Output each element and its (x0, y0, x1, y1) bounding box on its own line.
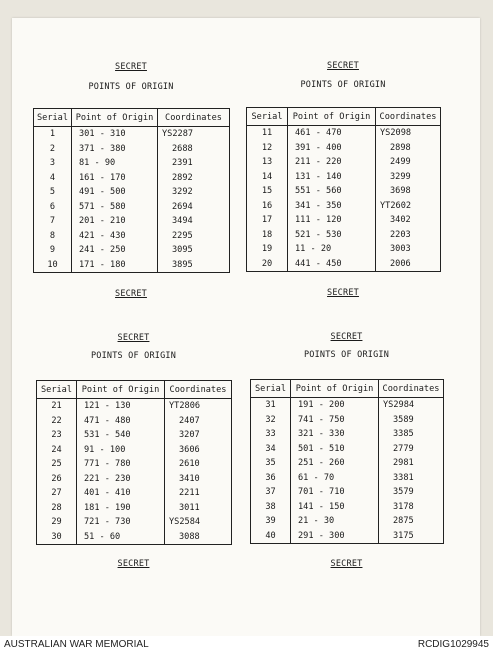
column-header-point-of-origin: Point of Origin (72, 109, 158, 127)
table-row (247, 184, 441, 199)
coordinates-cell: YS2287 (158, 127, 230, 142)
coordinates-cell: 2203 (376, 228, 441, 243)
coordinates-cell: 3003 (376, 242, 441, 257)
points-of-origin-block (36, 328, 231, 578)
serial-cell: 2 (34, 142, 72, 157)
table-row (251, 514, 444, 529)
serial-cell: 23 (37, 428, 77, 443)
serial-cell: 15 (247, 184, 288, 199)
coordinates-cell: 2779 (379, 442, 444, 457)
serial-cell: 21 (37, 399, 77, 414)
point-of-origin-cell: 51 - 60 (77, 530, 165, 545)
coordinates-cell: 2499 (376, 155, 441, 170)
archive-footer (0, 636, 493, 653)
point-of-origin-cell: 391 - 400 (288, 141, 376, 156)
point-of-origin-cell: 531 - 540 (77, 428, 165, 443)
table-row (251, 427, 444, 442)
table-title: POINTS OF ORIGIN (88, 82, 174, 92)
serial-cell: 33 (251, 427, 291, 442)
coordinates-cell: 3178 (379, 500, 444, 515)
table-row (37, 399, 232, 414)
coordinates-cell: 2898 (376, 141, 441, 156)
table-row (247, 155, 441, 170)
table-title: POINTS OF ORIGIN (90, 351, 177, 361)
serial-cell: 29 (37, 515, 77, 530)
table-row (37, 457, 232, 472)
table-row (251, 398, 444, 413)
archive-reference: RCDIG1029945 (417, 639, 489, 650)
points-of-origin-block (33, 58, 229, 308)
column-header-serial: Serial (247, 108, 288, 126)
serial-cell: 27 (37, 486, 77, 501)
table-row (251, 442, 444, 457)
coordinates-cell: 3095 (158, 243, 230, 258)
table-row (247, 213, 441, 228)
points-of-origin-table (246, 107, 441, 272)
security-marking-top: SECRET (115, 62, 147, 72)
points-of-origin-block (250, 328, 443, 578)
serial-cell: 39 (251, 514, 291, 529)
serial-cell: 9 (34, 243, 72, 258)
point-of-origin-cell: 421 - 430 (72, 229, 158, 244)
coordinates-cell: 2006 (376, 257, 441, 272)
coordinates-cell: 3606 (165, 443, 232, 458)
table-row (34, 243, 230, 258)
point-of-origin-cell: 501 - 510 (291, 442, 379, 457)
points-of-origin-table (36, 380, 232, 545)
security-marking-bottom: SECRET (330, 559, 363, 569)
serial-cell: 14 (247, 170, 288, 185)
serial-cell: 30 (37, 530, 77, 545)
column-header-coordinates: Coordinates (376, 108, 441, 126)
table-row (37, 472, 232, 487)
point-of-origin-cell: 321 - 330 (291, 427, 379, 442)
serial-cell: 35 (251, 456, 291, 471)
serial-cell: 34 (251, 442, 291, 457)
point-of-origin-cell: 301 - 310 (72, 127, 158, 142)
serial-cell: 28 (37, 501, 77, 516)
point-of-origin-cell: 441 - 450 (288, 257, 376, 272)
points-of-origin-table (250, 379, 444, 544)
coordinates-cell: 3698 (376, 184, 441, 199)
point-of-origin-cell: 131 - 140 (288, 170, 376, 185)
serial-cell: 20 (247, 257, 288, 272)
point-of-origin-cell: 111 - 120 (288, 213, 376, 228)
table-row (37, 414, 232, 429)
points-of-origin-block (246, 58, 440, 308)
table-row (37, 530, 232, 545)
point-of-origin-cell: 181 - 190 (77, 501, 165, 516)
coordinates-cell: 3088 (165, 530, 232, 545)
coordinates-cell: 3579 (379, 485, 444, 500)
column-header-coordinates: Coordinates (158, 109, 230, 127)
security-marking-bottom: SECRET (327, 288, 359, 298)
coordinates-cell: 2211 (165, 486, 232, 501)
serial-cell: 36 (251, 471, 291, 486)
serial-cell: 38 (251, 500, 291, 515)
point-of-origin-cell: 371 - 380 (72, 142, 158, 157)
serial-cell: 1 (34, 127, 72, 142)
serial-cell: 8 (34, 229, 72, 244)
point-of-origin-cell: 741 - 750 (291, 413, 379, 428)
coordinates-cell: 2694 (158, 200, 230, 215)
coordinates-cell: 2892 (158, 171, 230, 186)
point-of-origin-cell: 291 - 300 (291, 529, 379, 544)
security-marking-bottom: SECRET (117, 559, 150, 569)
point-of-origin-cell: 721 - 730 (77, 515, 165, 530)
coordinates-cell: 3895 (158, 258, 230, 273)
coordinates-cell: 3011 (165, 501, 232, 516)
table-row (251, 500, 444, 515)
table-title: POINTS OF ORIGIN (300, 80, 386, 90)
serial-cell: 16 (247, 199, 288, 214)
column-header-serial: Serial (251, 380, 291, 398)
table-title: POINTS OF ORIGIN (303, 350, 390, 360)
coordinates-cell: YS2098 (376, 126, 441, 141)
point-of-origin-cell: 21 - 30 (291, 514, 379, 529)
serial-cell: 26 (37, 472, 77, 487)
table-row (34, 156, 230, 171)
table-row (34, 258, 230, 273)
table-row (34, 127, 230, 142)
column-header-serial: Serial (37, 381, 77, 399)
coordinates-cell: 3207 (165, 428, 232, 443)
table-row (251, 529, 444, 544)
column-header-coordinates: Coordinates (379, 380, 444, 398)
table-row (251, 471, 444, 486)
point-of-origin-cell: 81 - 90 (72, 156, 158, 171)
serial-cell: 37 (251, 485, 291, 500)
point-of-origin-cell: 221 - 230 (77, 472, 165, 487)
point-of-origin-cell: 251 - 260 (291, 456, 379, 471)
table-row (34, 171, 230, 186)
point-of-origin-cell: 241 - 250 (72, 243, 158, 258)
table-row (37, 515, 232, 530)
column-header-point-of-origin: Point of Origin (77, 381, 165, 399)
coordinates-cell: YT2806 (165, 399, 232, 414)
point-of-origin-cell: 201 - 210 (72, 214, 158, 229)
coordinates-cell: 3410 (165, 472, 232, 487)
table-row (37, 443, 232, 458)
table-row (251, 485, 444, 500)
point-of-origin-cell: 191 - 200 (291, 398, 379, 413)
serial-cell: 5 (34, 185, 72, 200)
coordinates-cell: 3299 (376, 170, 441, 185)
table-row (34, 185, 230, 200)
table-row (247, 170, 441, 185)
table-row (34, 214, 230, 229)
coordinates-cell: 2407 (165, 414, 232, 429)
table-row (247, 141, 441, 156)
table-row (34, 229, 230, 244)
coordinates-cell: 3381 (379, 471, 444, 486)
table-row (247, 126, 441, 141)
serial-cell: 24 (37, 443, 77, 458)
point-of-origin-cell: 491 - 500 (72, 185, 158, 200)
serial-cell: 11 (247, 126, 288, 141)
table-row (247, 228, 441, 243)
point-of-origin-cell: 161 - 170 (72, 171, 158, 186)
coordinates-cell: YS2984 (379, 398, 444, 413)
serial-cell: 12 (247, 141, 288, 156)
security-marking-top: SECRET (330, 332, 363, 342)
point-of-origin-cell: 121 - 130 (77, 399, 165, 414)
archive-source: AUSTRALIAN WAR MEMORIAL (4, 639, 149, 650)
coordinates-cell: 3494 (158, 214, 230, 229)
security-marking-top: SECRET (327, 61, 359, 71)
serial-cell: 22 (37, 414, 77, 429)
table-row (247, 242, 441, 257)
point-of-origin-cell: 471 - 480 (77, 414, 165, 429)
point-of-origin-cell: 771 - 780 (77, 457, 165, 472)
serial-cell: 25 (37, 457, 77, 472)
point-of-origin-cell: 141 - 150 (291, 500, 379, 515)
serial-cell: 19 (247, 242, 288, 257)
serial-cell: 3 (34, 156, 72, 171)
point-of-origin-cell: 521 - 530 (288, 228, 376, 243)
table-row (251, 413, 444, 428)
serial-cell: 31 (251, 398, 291, 413)
point-of-origin-cell: 171 - 180 (72, 258, 158, 273)
serial-cell: 32 (251, 413, 291, 428)
table-row (37, 428, 232, 443)
column-header-serial: Serial (34, 109, 72, 127)
point-of-origin-cell: 571 - 580 (72, 200, 158, 215)
coordinates-cell: YT2602 (376, 199, 441, 214)
point-of-origin-cell: 91 - 100 (77, 443, 165, 458)
coordinates-cell: 3175 (379, 529, 444, 544)
coordinates-cell: 2688 (158, 142, 230, 157)
serial-cell: 6 (34, 200, 72, 215)
point-of-origin-cell: 401 - 410 (77, 486, 165, 501)
serial-cell: 17 (247, 213, 288, 228)
table-row (34, 200, 230, 215)
coordinates-cell: YS2584 (165, 515, 232, 530)
points-of-origin-table (33, 108, 230, 273)
serial-cell: 4 (34, 171, 72, 186)
serial-cell: 40 (251, 529, 291, 544)
point-of-origin-cell: 61 - 70 (291, 471, 379, 486)
coordinates-cell: 3589 (379, 413, 444, 428)
coordinates-cell: 2391 (158, 156, 230, 171)
coordinates-cell: 3385 (379, 427, 444, 442)
point-of-origin-cell: 211 - 220 (288, 155, 376, 170)
table-row (251, 456, 444, 471)
column-header-point-of-origin: Point of Origin (288, 108, 376, 126)
point-of-origin-cell: 461 - 470 (288, 126, 376, 141)
security-marking-bottom: SECRET (115, 289, 147, 299)
point-of-origin-cell: 701 - 710 (291, 485, 379, 500)
column-header-point-of-origin: Point of Origin (291, 380, 379, 398)
security-marking-top: SECRET (117, 333, 150, 343)
coordinates-cell: 2981 (379, 456, 444, 471)
serial-cell: 10 (34, 258, 72, 273)
table-row (37, 501, 232, 516)
coordinates-cell: 2295 (158, 229, 230, 244)
table-row (247, 199, 441, 214)
point-of-origin-cell: 551 - 560 (288, 184, 376, 199)
table-row (34, 142, 230, 157)
point-of-origin-cell: 341 - 350 (288, 199, 376, 214)
coordinates-cell: 3402 (376, 213, 441, 228)
serial-cell: 7 (34, 214, 72, 229)
coordinates-cell: 2875 (379, 514, 444, 529)
point-of-origin-cell: 11 - 20 (288, 242, 376, 257)
serial-cell: 13 (247, 155, 288, 170)
table-row (247, 257, 441, 272)
table-row (37, 486, 232, 501)
serial-cell: 18 (247, 228, 288, 243)
coordinates-cell: 3292 (158, 185, 230, 200)
coordinates-cell: 2610 (165, 457, 232, 472)
column-header-coordinates: Coordinates (165, 381, 232, 399)
